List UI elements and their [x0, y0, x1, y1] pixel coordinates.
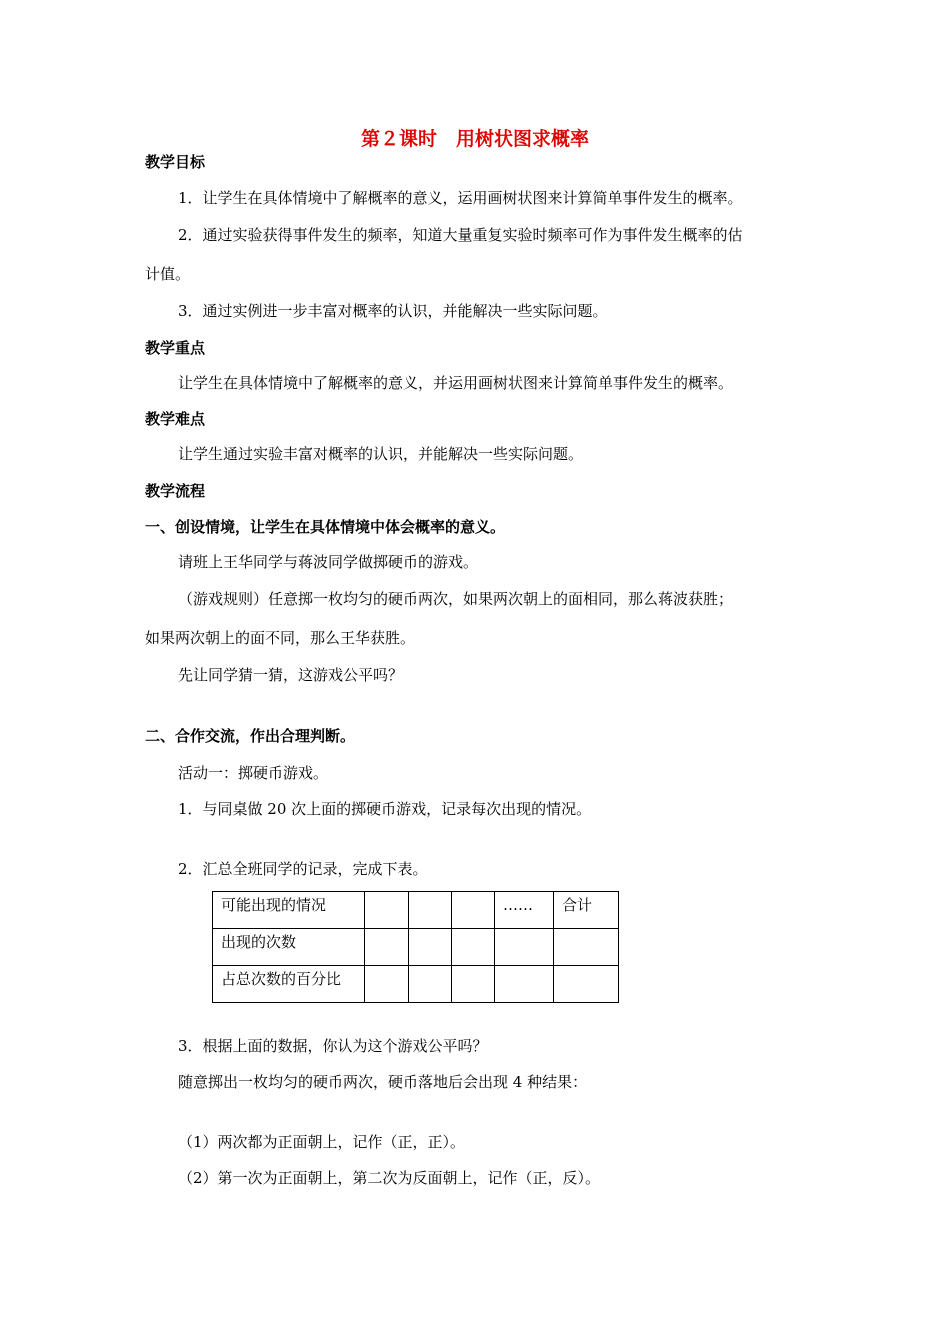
table-cell: 占总次数的百分比	[213, 966, 365, 1003]
table-row	[213, 892, 619, 929]
table-cell	[409, 892, 452, 929]
table-cell	[554, 966, 619, 1003]
case-two: （2）第一次为正面朝上，第二次为反面朝上，记作（正，反）。	[178, 1169, 601, 1187]
record-table	[212, 891, 619, 1003]
table-cell	[452, 966, 495, 1003]
objective-3: 3．通过实例进一步丰富对概率的认识，并能解决一些实际问题。	[178, 302, 608, 320]
table-cell	[365, 966, 409, 1003]
table-cell	[365, 929, 409, 966]
part-one-heading: 一、创设情境，让学生在具体情境中体会概率的意义。	[145, 518, 506, 536]
part-two-heading: 二、合作交流，作出合理判断。	[145, 727, 356, 745]
table-cell	[495, 966, 554, 1003]
key-points-text: 让学生在具体情境中了解概率的意义，并运用画树状图来计算简单事件发生的概率。	[178, 374, 734, 392]
step-two: 2．汇总全班同学的记录，完成下表。	[178, 860, 428, 878]
activity-one: 活动一：掷硬币游戏。	[178, 764, 329, 782]
table-cell	[409, 929, 452, 966]
table-cell	[452, 892, 495, 929]
objectives-heading: 教学目标	[145, 153, 206, 171]
table-cell: 出现的次数	[213, 929, 365, 966]
table-cell	[452, 929, 495, 966]
part-one-paragraph-3: 先让同学猜一猜，这游戏公平吗？	[178, 666, 404, 684]
key-points-heading: 教学重点	[145, 339, 206, 357]
table-cell	[365, 892, 409, 929]
table-cell	[409, 966, 452, 1003]
difficult-points-heading: 教学难点	[145, 410, 206, 428]
table-cell: 可能出现的情况	[213, 892, 365, 929]
objective-2-continued: 计值。	[145, 265, 191, 283]
table-cell	[554, 929, 619, 966]
objective-2: 2．通过实验获得事件发生的频率，知道大量重复实验时频率可作为事件发生概率的估	[178, 226, 743, 244]
table-cell	[495, 929, 554, 966]
part-one-paragraph-2-continued: 如果两次朝上的面不同，那么王华获胜。	[145, 629, 416, 647]
step-three: 3．根据上面的数据，你认为这个游戏公平吗？	[178, 1037, 488, 1055]
table-row	[213, 929, 619, 966]
flow-heading: 教学流程	[145, 482, 206, 500]
page-title: 第２课时 用树状图求概率	[360, 128, 589, 150]
case-one: （1）两次都为正面朝上，记作（正，正）。	[178, 1133, 466, 1151]
part-one-paragraph-1: 请班上王华同学与蒋波同学做掷硬币的游戏。	[178, 553, 479, 571]
step-one: 1．与同桌做 20 次上面的掷硬币游戏，记录每次出现的情况。	[178, 800, 592, 818]
result-intro: 随意掷出一枚均匀的硬币两次，硬币落地后会出现 4 种结果：	[178, 1073, 588, 1091]
objective-1: 1．让学生在具体情境中了解概率的意义，运用画树状图来计算简单事件发生的概率。	[178, 189, 743, 207]
table-row	[213, 966, 619, 1003]
table-cell: 合计	[554, 892, 619, 929]
part-one-paragraph-2: （游戏规则）任意掷一枚均匀的硬币两次，如果两次朝上的面相同，那么蒋波获胜；	[178, 590, 734, 608]
table-cell: ……	[495, 892, 554, 929]
difficult-points-text: 让学生通过实验丰富对概率的认识，并能解决一些实际问题。	[178, 445, 584, 463]
